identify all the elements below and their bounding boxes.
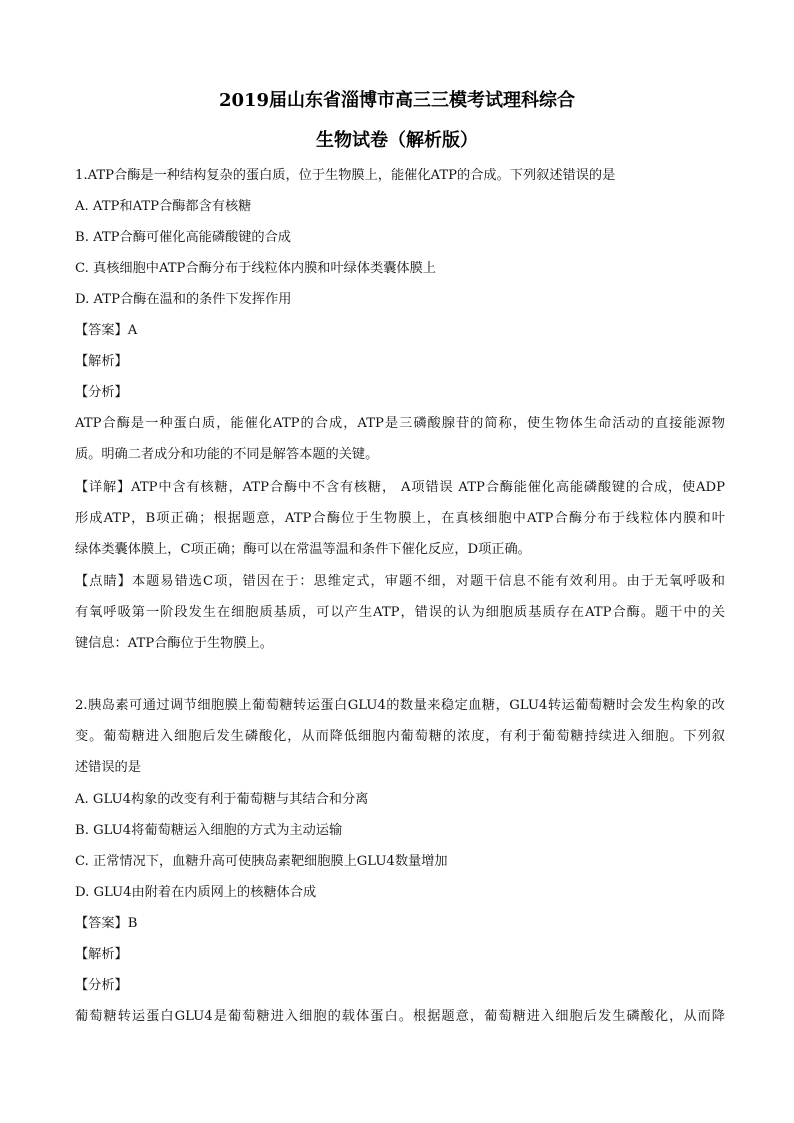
question-1-stem: 1.ATP合酶是一种结构复杂的蛋白质，位于生物膜上，能催化ATP的合成。下列叙述错误的是 [75,168,616,183]
question-2-stem-line: 2.胰岛素可通过调节细胞膜上葡萄糖转运蛋白GLU4的数量来稳定血糖，GLU4转运葡萄糖时会发生构象的改 [75,698,725,713]
question-1-analysis-heading: 【解析】 [75,354,128,369]
question-1-xiangjie-line: 形成ATP，B项正确；根据题意，ATP合酶位于生物膜上，在真核细胞中ATP合酶分布于线粒体内膜和叶 [75,511,725,526]
question-1-dianjing-line: 【点睛】本题易错选C项，错因在于：思维定式，审题不细，对题干信息不能有效利用。由于无氧呼吸和 [75,574,725,589]
question-1-fenxi-line: 质。明确二者成分和功能的不同是解答本题的关键。 [75,447,379,462]
question-2-fenxi-line: 葡萄糖转运蛋白GLU4是葡萄糖进入细胞的载体蛋白。根据题意，葡萄糖进入细胞后发生磷酸化，从而降 [75,1009,725,1024]
question-2-stem-line: 述错误的是 [75,760,141,775]
question-2-stem-line: 变。葡萄糖进入细胞后发生磷酸化，从而降低细胞内葡萄糖的浓度，有利于葡萄糖持续进入细胞。下列叙 [75,729,725,744]
question-1-fenxi-line: ATP合酶是一种蛋白质，能催化ATP的合成，ATP是三磷酸腺苷的简称，使生物体生命活动的直接能源物 [75,416,725,431]
question-1-xiangjie-line: 绿体类囊体膜上，C项正确；酶可以在常温等温和条件下催化反应，D项正确。 [75,542,531,557]
question-1-option-c: C. 真核细胞中ATP合酶分布于线粒体内膜和叶绿体类囊体膜上 [75,261,436,276]
question-2-option-b: B. GLU4将葡萄糖运入细胞的方式为主动运输 [75,823,343,838]
question-2-fenxi-heading: 【分析】 [75,978,128,993]
question-1-dianjing-line: 有氧呼吸第一阶段发生在细胞质基质，可以产生ATP，错误的认为细胞质基质存在ATP合酶。题干中的关 [75,605,725,620]
question-1-option-b: B. ATP合酶可催化高能磷酸键的合成 [75,230,291,245]
question-2-option-c: C. 正常情况下，血糖升高可使胰岛素靶细胞膜上GLU4数量增加 [75,854,448,869]
question-1-option-a: A. ATP和ATP合酶都含有核糖 [75,199,252,214]
question-1-dianjing-line: 键信息：ATP合酶位于生物膜上。 [75,636,273,651]
page-subtitle: 生物试卷（解析版） [316,130,478,151]
question-1-answer: 【答案】A [75,323,138,338]
question-2-option-d: D. GLU4由附着在内质网上的核糖体合成 [75,885,317,900]
question-1-xiangjie-line: 【详解】ATP中含有核糖，ATP合酶中不含有核糖， A项错误 ATP合酶能催化高能磷酸键的合成，使ADP [75,480,725,495]
question-2-answer: 【答案】B [75,916,138,931]
page-title: 2019届山东省淄博市高三三模考试理科综合 [218,90,576,111]
question-2-analysis-heading: 【解析】 [75,947,128,962]
question-2-option-a: A. GLU4构象的改变有利于葡萄糖与其结合和分离 [75,792,369,807]
question-1-fenxi-heading: 【分析】 [75,385,128,400]
question-1-option-d: D. ATP合酶在温和的条件下发挥作用 [75,292,292,307]
